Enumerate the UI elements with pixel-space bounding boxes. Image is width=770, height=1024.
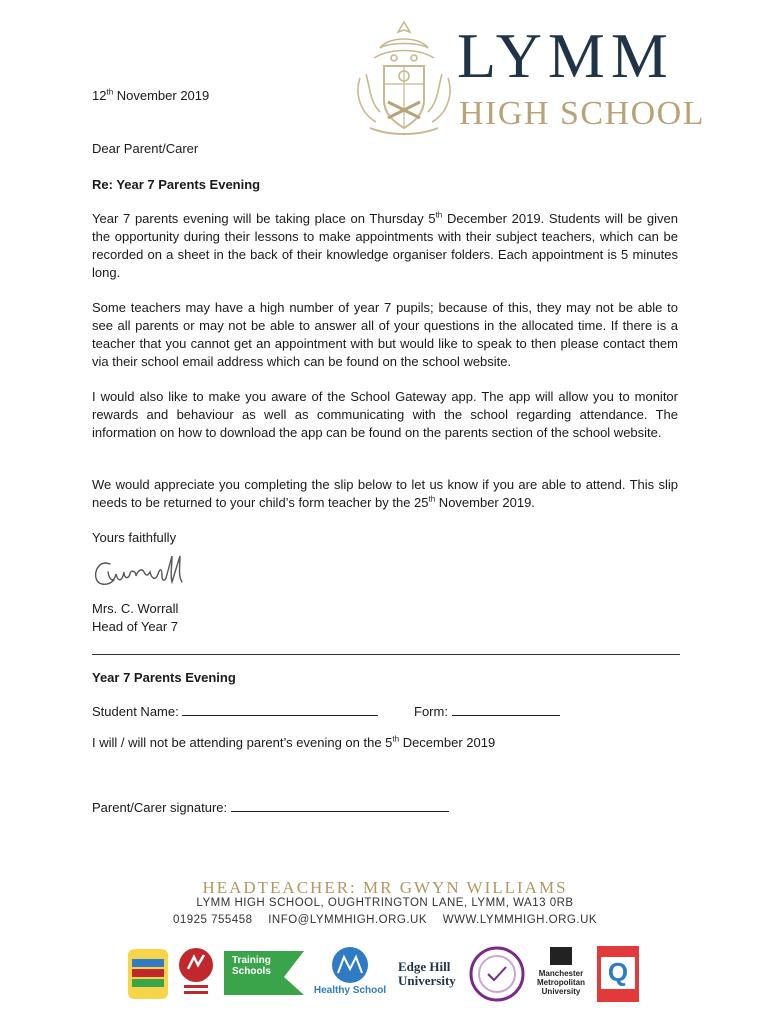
subject-line: Re: Year 7 Parents Evening [92,177,261,192]
paragraph-4: We would appreciate you completing the slip below to let us know if you are able to attend. This slip needs to be returned to your child’s form teacher by the 25th November 2019. [92,477,678,510]
paragraph-2: Some teachers may have a high number of year 7 pupils; because of this, they may not be able to see all parents or may not be able to answer all of your questions in the allocated time. If there is a teacher that you cannot get an appointment with but would like to speak to then please contact them via their school email address which can be found on the school website. [92,300,678,369]
paragraph-1: Year 7 parents evening will be taking place on Thursday 5th December 2019. Students will be given the opportunity during their lessons to make appointments with their subject teachers, which can be recorded on a sheet in the back of their knowledge organiser folders. Each appointment is 5 minutes long. [92,210,678,280]
reading-award-badge-icon [126,945,172,1003]
healthy-school-label: Healthy School [313,985,387,996]
slip-title: Year 7 Parents Evening [92,670,236,685]
training-schools-badge [222,945,306,1003]
sports-mark-badge-icon [176,945,216,1003]
quality-mark-badge-icon [468,945,526,1003]
parent-signature-label: Parent/Carer signature: [92,800,228,815]
school-crest-icon [350,18,458,138]
contact-line [0,914,770,926]
edge-hill-badge [398,945,464,1003]
manchester-line-3: University [541,987,581,996]
parent-signature-field[interactable] [92,799,449,815]
letter-date: 12th November 2019 [92,87,210,103]
logo-lymm: LYMM [457,20,674,91]
slip-divider [92,654,680,655]
headteacher-line: HEADTEACHER: MR GWYN WILLIAMS [202,878,568,897]
parent-signature-blank[interactable] [231,799,449,812]
email-link[interactable]: INFO@LYMMHIGH.ORG.UK [268,914,428,926]
manchester-line-1: Manchester [538,969,584,978]
form-label: Form: [414,704,448,719]
edge-hill-line-2: University [398,973,456,988]
healthy-school-icon [310,945,390,985]
signer-role: Head of Year 7 [92,619,179,634]
closing: Yours faithfully [92,530,177,545]
manchester-met-icon [532,945,590,967]
manchester-met-badge [532,945,590,1003]
phone-number: 01925 755458 [172,914,253,926]
student-name-label: Student Name: [92,704,179,719]
form-blank[interactable] [452,703,560,716]
paragraph-3: I would also like to make you aware of the School Gateway app. The app will allow you to monitor rewards and behaviour as well as communicating with the school regarding attendance. The information on how to download the app can be found on the parents section of the school website. [92,389,678,440]
form-field[interactable] [414,703,560,719]
quality-award-badge [596,945,640,1003]
signer-block [92,600,178,636]
school-address: LYMM HIGH SCHOOL, OUGHTRINGTON LANE, LYMM, WA13 0RB [196,897,574,909]
signer-name: Mrs. C. Worrall [92,601,179,616]
salutation: Dear Parent/Carer [92,141,199,156]
website-link[interactable]: WWW.LYMMHIGH.ORG.UK [442,914,598,926]
logo-high-school: HIGH SCHOOL [459,95,705,132]
student-name-field[interactable] [92,703,378,719]
quality-award-letter: Q [607,957,629,987]
training-schools-label: Training Schools [232,955,271,977]
manchester-line-2: Metropolitan [537,978,585,987]
student-name-blank[interactable] [182,703,378,716]
handwritten-signature [92,552,192,592]
attendance-statement: I will / will not be attending parent’s evening on the 5th December 2019 [92,734,496,750]
healthy-school-badge [310,945,390,1003]
edge-hill-line-1: Edge Hill [398,959,451,974]
